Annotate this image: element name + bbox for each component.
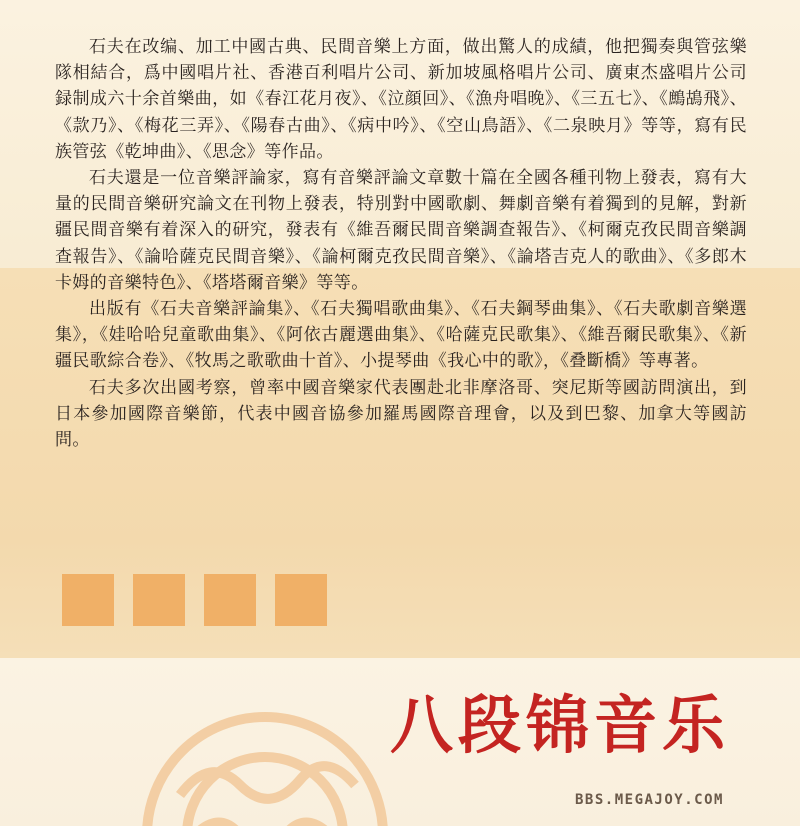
paragraph-publications: 出版有《石夫音樂評論集》、《石夫獨唱歌曲集》、《石夫鋼琴曲集》、《石夫歌劇音樂選集》，《娃哈哈兒童歌曲集》、《阿依古麗選曲集》、《哈薩克民歌集》、《維吾爾民歌集》、《新疆民歌綜合卷》、《牧馬之歌歌曲十首》、小提琴曲《我心中的歌》，《叠斷橋》等專著。 <box>55 299 747 372</box>
decorative-medallion-icon <box>120 685 420 826</box>
decorative-square <box>275 574 327 626</box>
biography-text <box>55 34 747 453</box>
paragraph-arrangements: 石夫在改编、加工中國古典、民間音樂上方面，做出驚人的成績，他把獨奏與管弦樂隊相結合，爲中國唱片社、香港百利唱片公司、新加坡風格唱片公司、廣東杰盛唱片公司録制成六十余首樂曲，如《春江花月夜》、《泣顔回》、《漁舟唱晚》、《三五七》、《鷓鴣飛》、《款乃》、《梅花三弄》、《陽春古曲》、《病中吟》、《空山鳥語》、《二泉映月》等等，寫有民族管弦《乾坤曲》、《思念》等作品。 <box>55 37 747 162</box>
decorative-square <box>204 574 256 626</box>
decorative-square <box>62 574 114 626</box>
paragraph-music-critic: 石夫還是一位音樂評論家，寫有音樂評論文章數十篇在全國各種刊物上發表，寫有大量的民間音樂研究論文在刊物上發表，特別對中國歌劇、舞劇音樂有着獨到的見解，對新疆民間音樂有着深入的研究，發表有《維吾爾民間音樂調查報告》、《柯爾克孜民間音樂調查報告》、《論哈薩克民間音樂》、《論柯爾克孜民間音樂》、《論塔吉克人的歌曲》、《多郎木卡姆的音樂特色》、《塔塔爾音樂》等等。 <box>55 168 747 293</box>
paragraph-overseas-visits: 石夫多次出國考察，曾率中國音樂家代表團赴北非摩洛哥、突尼斯等國訪問演出，到日本參加國際音樂節，代表中國音協參加羅馬國際音理會，以及到巴黎、加拿大等國訪問。 <box>55 377 747 451</box>
decorative-square <box>133 574 185 626</box>
watermark: BBS.MEGAJOY.COM <box>575 792 724 808</box>
page-title: 八段锦音乐 <box>390 689 730 762</box>
